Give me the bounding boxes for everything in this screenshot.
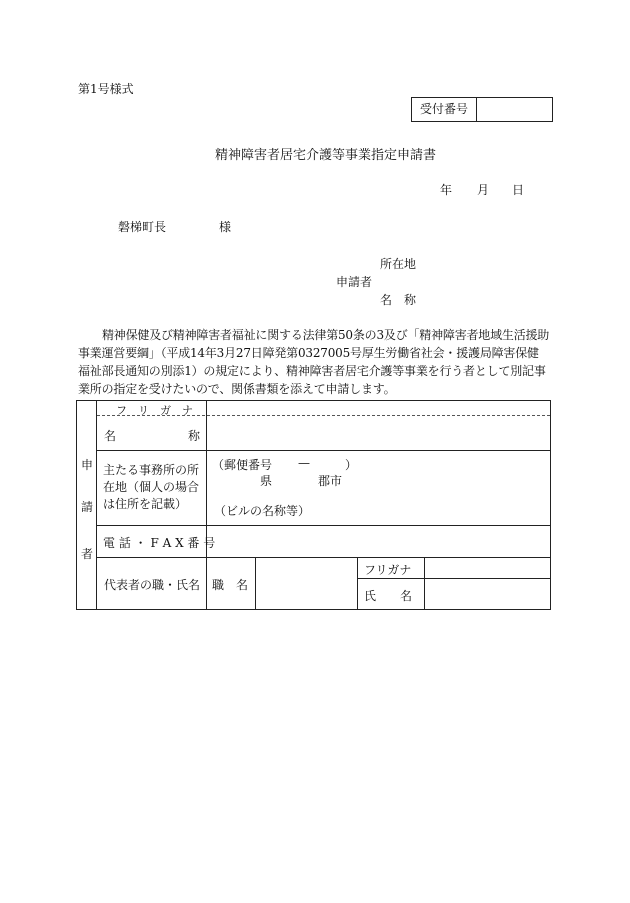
position-label: 職 名 <box>212 578 249 592</box>
date-month: 月 <box>477 183 490 197</box>
form-number: 第1号様式 <box>78 82 134 96</box>
furigana-field[interactable] <box>207 401 550 415</box>
office-label-line-3: は住所を記載） <box>103 497 188 511</box>
receipt-number-box <box>411 97 553 122</box>
representative-label: 代表者の職・氏名 <box>104 578 201 592</box>
position-field[interactable] <box>256 558 357 609</box>
side-label-2: 請 <box>81 500 94 514</box>
building-label: （ビルの名称等） <box>214 504 311 518</box>
rep-name-label: 氏 名 <box>364 589 413 603</box>
body-paragraph: 精神保健及び精神障害者福祉に関する法律第50条の3及び「精神障害者地域生活援助事業運営要綱」（平成14年3月27日障発第0327005号厚生労働省社会・援護局障害保健福祉部長通知の別添1）の規定により、精神障害者居宅介護等事業を行う者として別記事業所の指定を受けたいので、関係書類を添えて申請します。 <box>78 328 550 396</box>
addressee-name: 磐梯町長 <box>118 220 167 234</box>
rep-name-field[interactable] <box>425 579 550 609</box>
side-label-3: 者 <box>81 547 94 561</box>
rep-furigana-field[interactable] <box>425 558 550 578</box>
date-day: 日 <box>512 183 525 197</box>
receipt-number-field[interactable] <box>477 98 552 121</box>
district-label: 郡市 <box>318 474 343 488</box>
applicant-address-label: 所在地 <box>380 257 417 271</box>
date-year: 年 <box>440 183 453 197</box>
addressee-honorific: 様 <box>219 220 232 234</box>
prefecture-label: 県 <box>260 474 273 488</box>
postal-label: （郵便番号 <box>212 458 273 472</box>
page-title: 精神障害者居宅介護等事業指定申請書 <box>215 148 437 163</box>
side-label-1: 申 <box>81 458 94 472</box>
receipt-number-label: 受付番号 <box>412 98 477 121</box>
name-label: 名 <box>104 429 117 443</box>
phone-fax-field[interactable] <box>207 526 550 557</box>
name-label-2: 称 <box>188 429 201 443</box>
office-address-label <box>103 462 199 513</box>
phone-fax-label: 電 話 ・ F A X 番 号 <box>103 536 216 550</box>
office-label-line-2: 在地（個人の場合 <box>103 480 200 494</box>
postal-close: ） <box>345 458 358 472</box>
applicant-name-label: 名 称 <box>380 293 417 307</box>
rep-furigana-label: フリガナ <box>364 563 412 577</box>
furigana-label: フ リ ガ ナ <box>116 404 193 417</box>
applicant-label: 申請者 <box>336 275 373 289</box>
postal-dash: — <box>298 456 310 470</box>
office-label-line-1: 主たる事務所の所 <box>103 463 200 477</box>
office-address-field[interactable] <box>360 452 548 522</box>
name-field[interactable] <box>207 416 550 450</box>
